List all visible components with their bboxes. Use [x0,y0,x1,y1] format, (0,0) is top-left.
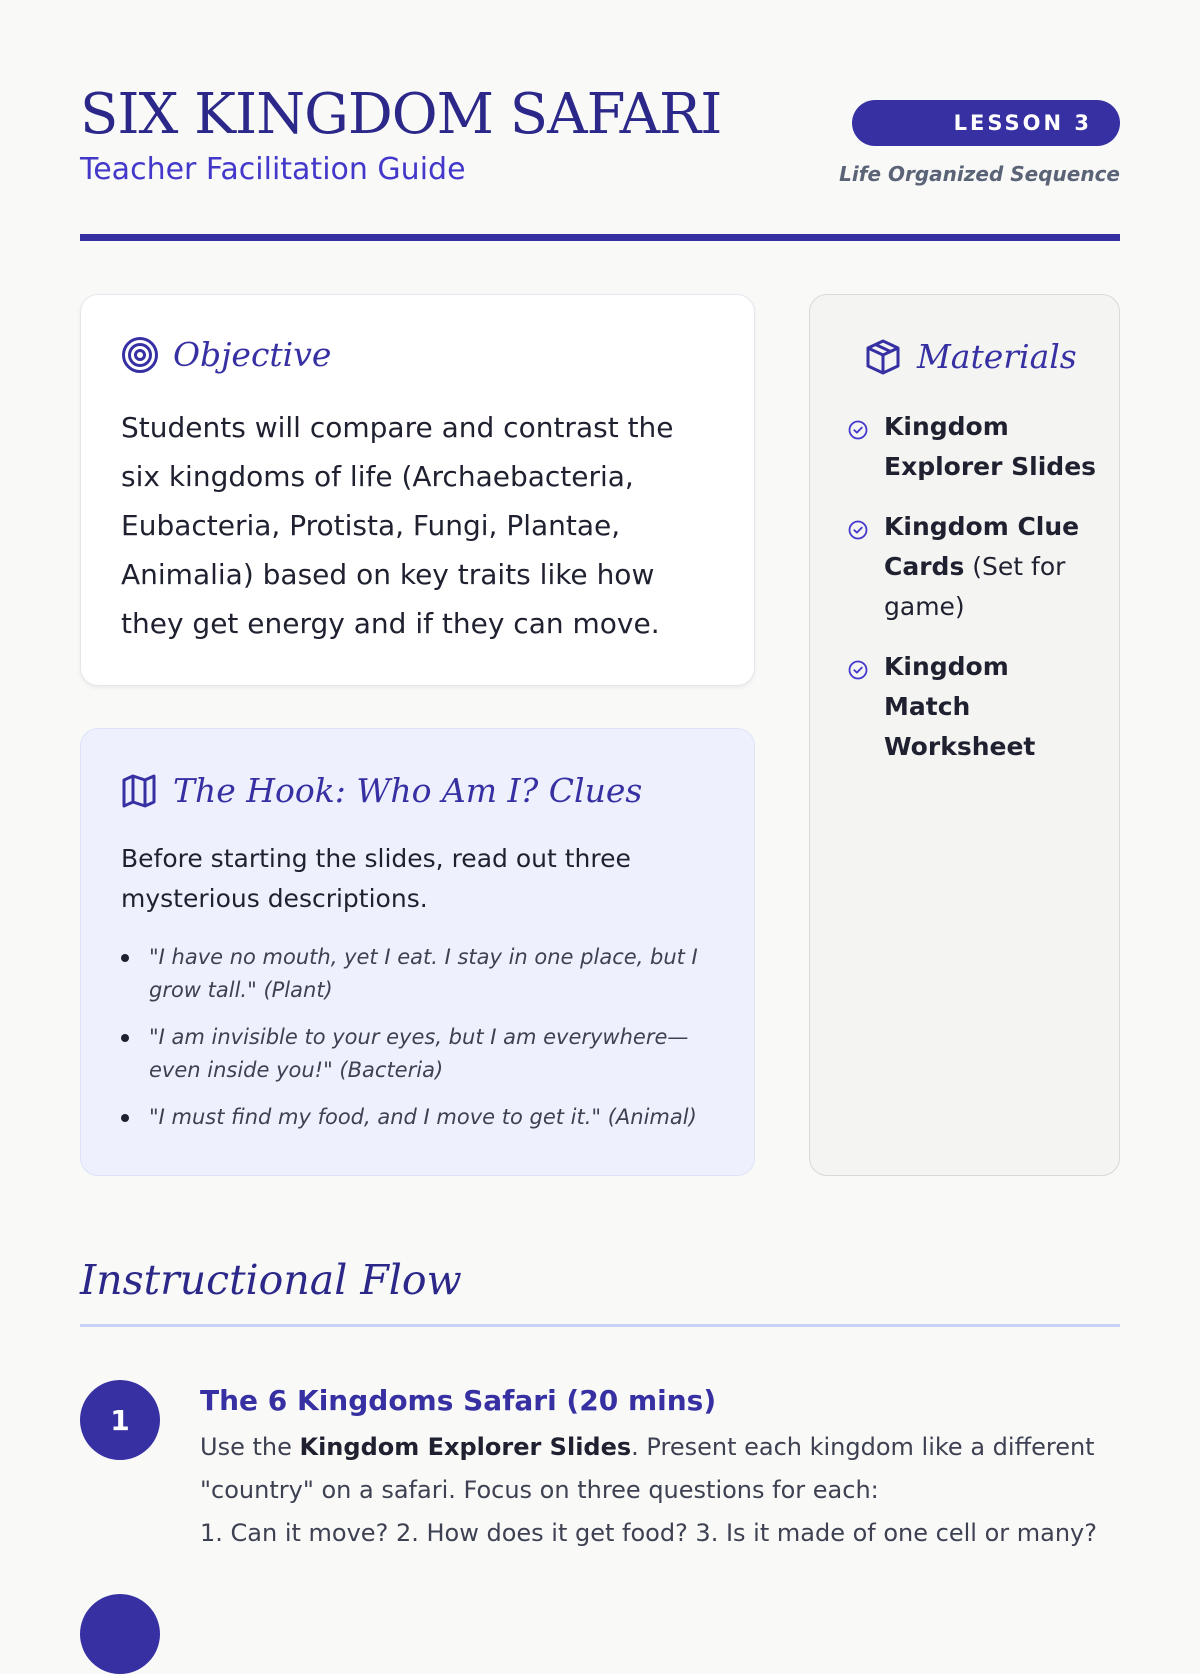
step-title: The 6 Kingdoms Safari (20 mins) [200,1384,717,1417]
materials-item [848,407,1098,487]
header-divider [80,234,1120,241]
materials-item-name: Kingdom Match Worksheet [884,652,1036,761]
hook-clue-list [121,941,711,1148]
hook-clue-text: "I have no mouth, yet I eat. I stay in one place, but I grow tall." (Plant) [149,945,698,1002]
hook-clue-item [121,1101,711,1134]
step-body-emphasis: Kingdom Explorer Slides [299,1433,632,1461]
step-body [200,1426,1100,1555]
objective-card [80,294,755,686]
target-icon [121,336,173,374]
check-circle-icon [848,420,868,440]
hook-clue-text: "I am invisible to your eyes, but I am everywhere—even inside you!" (Bacteria) [149,1025,689,1082]
hook-clue-item [121,1021,711,1087]
bullet-icon [121,954,129,962]
sequence-label: Life Organized Sequence [839,162,1120,186]
page-header [80,82,1120,242]
hook-clue-text: "I must find my food, and I move to get it." (Animal) [149,1105,697,1129]
step-number-badge: 1 [80,1380,160,1460]
hook-intro: Before starting the slides, read out three mysterious descriptions. [121,844,631,913]
lesson-badge: LESSON 3 [852,100,1120,146]
materials-card [809,294,1120,1176]
materials-item [848,507,1098,627]
bullet-icon [121,1034,129,1042]
box-icon [865,338,917,376]
hook-card [80,728,755,1176]
step-number-badge [80,1594,160,1674]
step-body-text: Use the [200,1433,300,1461]
materials-item-note: (Set for game) [884,552,1066,621]
objective-text: Students will compare and contrast the six kingdoms of life (Archaebacteria, Eubacteria, Protista, Fungi, Plantae, Animalia) based on key traits like how they get energy and if they can move. [121,411,674,640]
hook-heading [121,771,642,810]
hook-heading-label: The Hook: Who Am I? Clues [173,771,643,810]
objective-heading [121,335,331,374]
materials-item [848,647,1098,767]
materials-item-name: Kingdom Explorer Slides [884,412,1097,481]
page-subtitle: Teacher Facilitation Guide [80,152,466,187]
materials-heading-label: Materials [917,337,1077,376]
step-body-questions: 1. Can it move? 2. How does it get food? 3. Is it made of one cell or many? [200,1519,1097,1547]
check-circle-icon [848,660,868,680]
section-divider [80,1324,1120,1327]
step-body-text: . Present each kingdom like a different "country" on a safari. Focus on three questions for each: [200,1433,1095,1504]
map-icon [121,773,173,809]
bullet-icon [121,1114,129,1122]
materials-list [848,407,1098,787]
materials-item-name: Kingdom Clue Cards [884,512,1080,581]
section-title: Instructional Flow [80,1256,462,1304]
lesson-page [80,0,1120,1600]
check-circle-icon [848,520,868,540]
hook-clue-item [121,941,711,1007]
page-title: SIX KINGDOM SAFARI [80,82,722,147]
materials-heading [865,337,1077,376]
objective-heading-label: Objective [173,335,332,374]
